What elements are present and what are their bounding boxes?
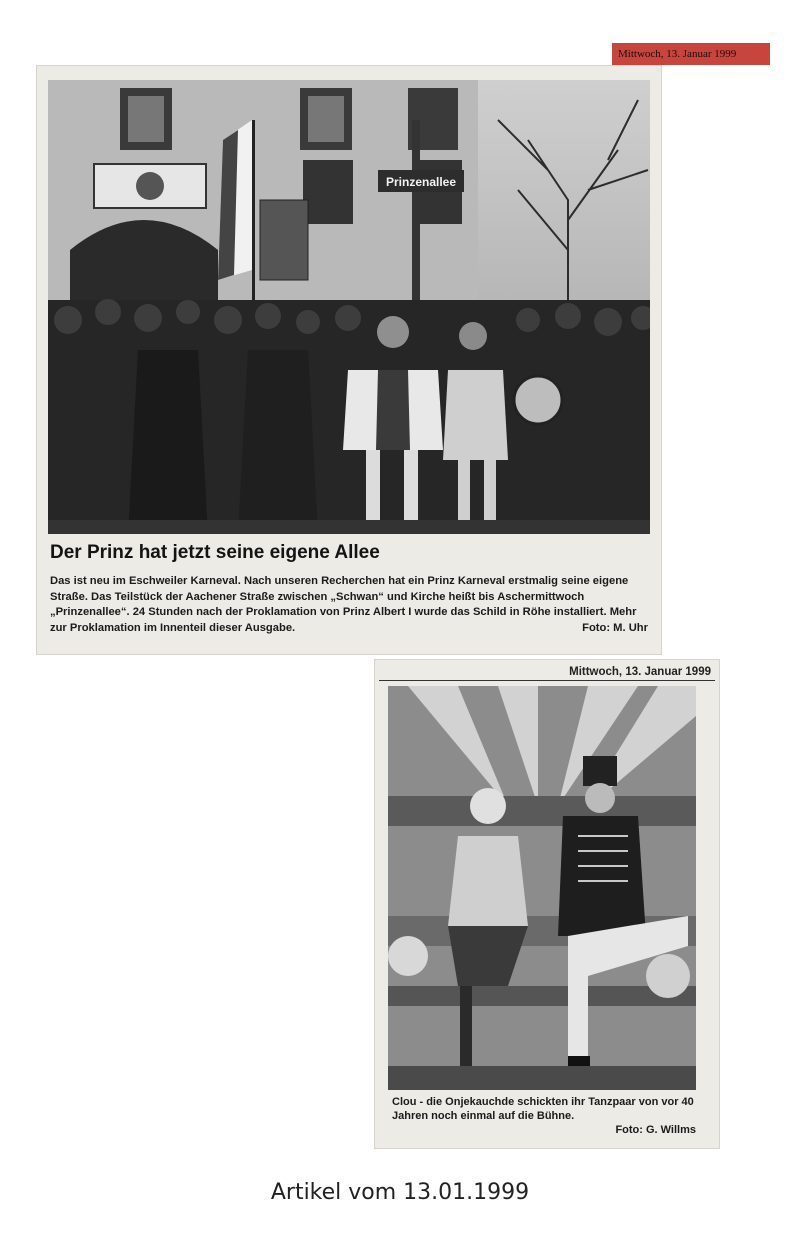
footer-caption: Artikel vom 13.01.1999 — [270, 1180, 530, 1205]
dance-couple-photo — [388, 686, 696, 1090]
article-text: Das ist neu im Eschweiler Karneval. Nach unseren Recherchen hat ein Prinz Karneval erstmalig seine eigene Straße. Das Teilstück der Aachener Straße zwischen „Schwan“ und Kirche heißt bis Aschermittwoch „Prinzenallee“. 24 Stunden nach der Proklamation von Prinz Albert I wurde das Schild in Röhe installiert. Mehr zur Proklamation im Innenteil dieser Ausgabe. — [50, 575, 637, 634]
date-tag: Mittwoch, 13. Januar 1999 — [612, 43, 770, 65]
photo-illustration — [48, 80, 650, 534]
date-line: Mittwoch, 13. Januar 1999 — [379, 663, 715, 681]
photo-credit-2: Foto: G. Willms — [615, 1124, 696, 1136]
photo-caption — [392, 1095, 700, 1137]
caption-text: Clou - die Onjekauchde schickten ihr Tanzpaar von vor 40 Jahren noch einmal auf die Bühne. — [392, 1096, 694, 1122]
photo-credit: Foto: M. Uhr — [582, 621, 648, 634]
headline: Der Prinz hat jetzt seine eigene Allee — [50, 542, 380, 563]
street-sign-text: Prinzenallee — [385, 175, 457, 189]
carnival-street-photo — [48, 80, 650, 534]
article-body — [50, 574, 656, 636]
photo-illustration-2 — [388, 686, 696, 1090]
